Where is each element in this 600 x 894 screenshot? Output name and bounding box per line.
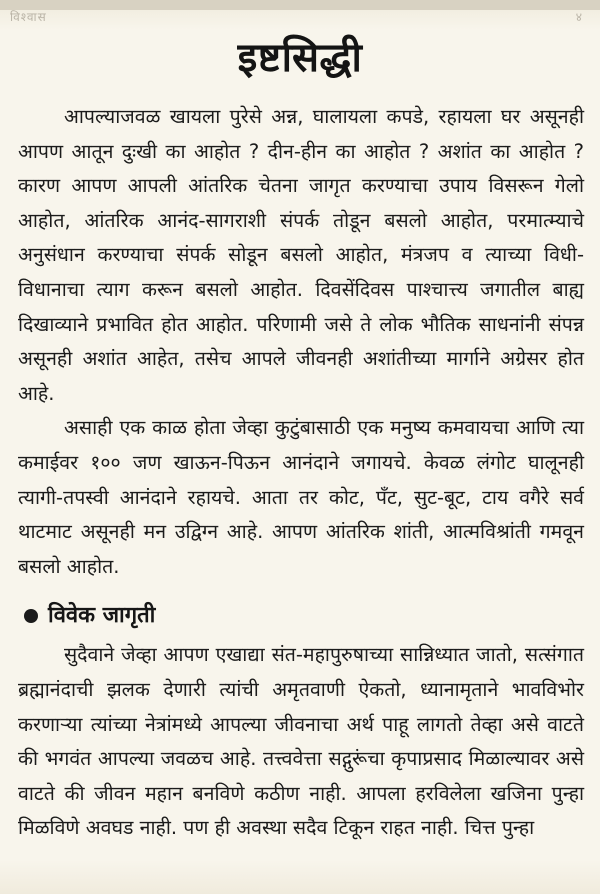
running-header-left: विश्वास (10, 10, 47, 24)
bullet-icon (24, 609, 38, 623)
paragraph-3: सुदैवाने जेव्हा आपण एखाद्या संत-महापुरुषाच्या सान्निध्यात जातो, सत्संगात ब्रह्मानंदाची झलक देणारी त्यांची अमृतवाणी ऐकतो, ध्यानामृताने भावविभोर करणाऱ्या त्यांच्या नेत्रांमध्ये आपल्या जीवनाचा अर्थ पाहू लागतो तेव्हा असे वाटते की भगवंत आपल्या जवळच आहे. तत्त्ववेत्ता सद्गुरूंचा कृपाप्रसाद मिळाल्यावर असे वाटते की जीवन महान बनविणे कठीण नाही. आपला हरविलेला खजिना पुन्हा मिळविणे अवघड नाही. पण ही अवस्था सदैव टिकून राहत नाही. चित्त पुन्हा (18, 643, 584, 840)
section-title: विवेक जागृती (48, 603, 156, 629)
paragraph-2: असाही एक काळ होता जेव्हा कुटुंबासाठी एक मनुष्य कमवायचा आणि त्या कमाईवर १०० जण खाऊन-पिऊन आनंदाने जगायचे. केवळ लंगोट घालूनही त्यागी-तपस्वी आनंदाने रहायचे. आता तर कोट, पँट, सुट-बूट, टाय वगैरे सर्व थाटमाट असूनही मन उद्विग्न आहे. आपण आंतरिक शांती, आत्मविश्रांती गमवून बसलो आहोत. (18, 416, 584, 578)
body-text (18, 100, 584, 846)
page-top-edge (0, 0, 600, 10)
page-title: इष्टसिद्धी (237, 35, 363, 81)
section-heading (18, 598, 584, 634)
paragraph-1: आपल्याजवळ खायला पुरेसे अन्न, घालायला कपडे, रहायला घर असूनही आपण आतून दुःखी का आहोत ? दीन-हीन का आहोत ? अशांत का आहोत ? कारण आपण आपली आंतरिक चेतना जागृत करण्याचा उपाय विसरून गेलो आहोत, आंतरिक आनंद-सागराशी संपर्क तोडून बसलो आहोत, परमात्म्याचे अनुसंधान करण्याचा संपर्क सोडून बसलो आहोत, मंत्रजप व त्याच्या विधी-विधानाचा त्याग करून बसलो आहोत. दिवसेंदिवस पाश्चात्त्य जगातील बाह्य दिखाव्याने प्रभावित होत आहोत. परिणामी जसे ते लोक भौतिक साधनांनी संपन्न असूनही अशांत आहेत, तसेच आपले जीवनही अशांतीच्या मार्गाने अग्रेसर होत आहे. (18, 105, 584, 405)
running-header-right: ४ (575, 10, 582, 24)
